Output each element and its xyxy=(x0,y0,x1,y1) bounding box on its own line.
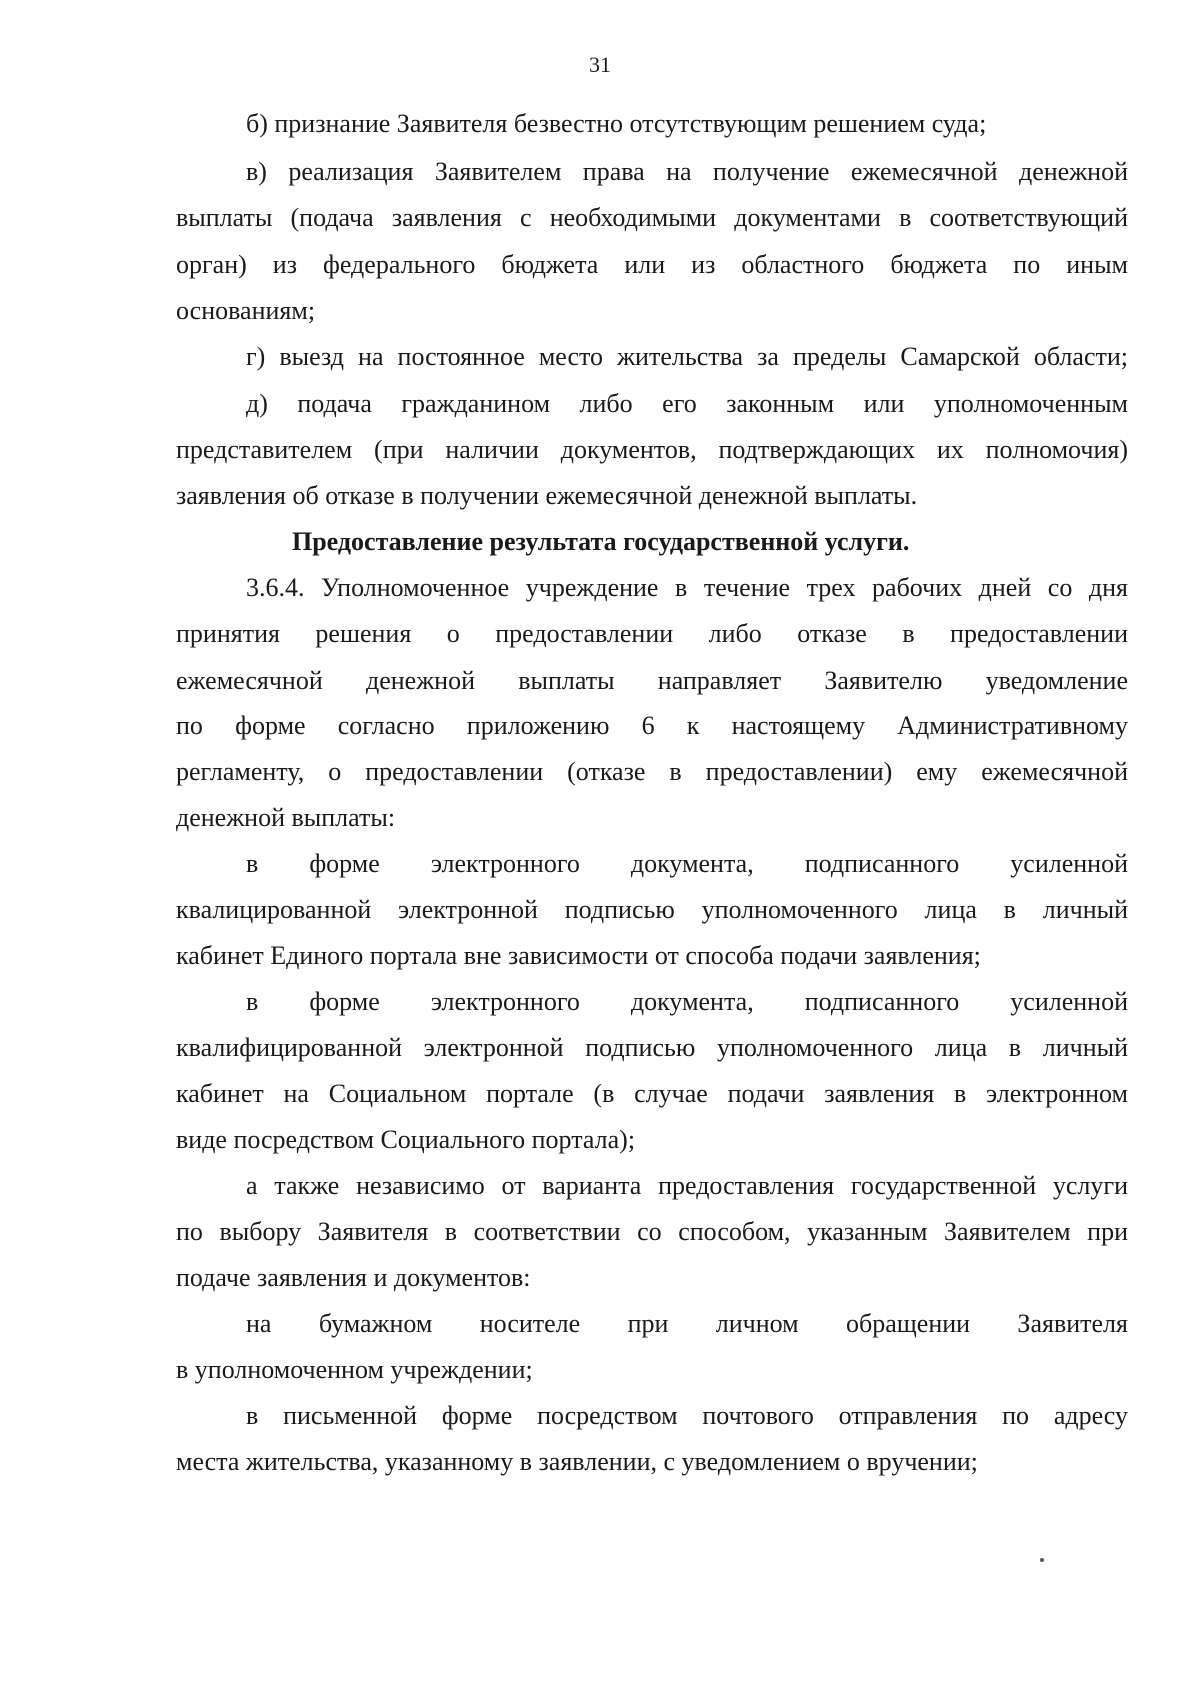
text-line: орган) из федерального бюджета или из областного бюджета по иным xyxy=(176,250,1128,279)
text-line: на бумажном носителе при личном обращении Заявителя xyxy=(246,1309,1128,1338)
text-line: в форме электронного документа, подписанного усиленной xyxy=(246,987,1128,1016)
page-number: 31 xyxy=(589,52,611,77)
text-line: г) выезд на постоянное место жительства за пределы Самарской области; xyxy=(246,342,1128,371)
text-line: в форме электронного документа, подписанного усиленной xyxy=(246,849,1128,878)
text-line: квалифицированной электронной подписью уполномоченного лица в личный xyxy=(176,1033,1128,1062)
text-line: регламенту, о предоставлении (отказе в предоставлении) ему ежемесячной xyxy=(176,757,1128,786)
text-line: по выбору Заявителя в соответствии со способом, указанным Заявителем при xyxy=(176,1217,1128,1246)
text-line: места жительства, указанному в заявлении, с уведомлением о вручении; xyxy=(176,1447,978,1476)
text-line: 3.6.4. Уполномоченное учреждение в течение трех рабочих дней со дня xyxy=(246,573,1128,602)
text-line: б) признание Заявителя безвестно отсутствующим решением суда; xyxy=(246,109,987,138)
text-line: подаче заявления и документов: xyxy=(176,1263,531,1292)
text-line: выплаты (подача заявления с необходимыми документами в соответствующий xyxy=(176,203,1128,232)
text-line: в письменной форме посредством почтового отправления по адресу xyxy=(246,1401,1128,1430)
text-line: д) подача гражданином либо его законным или уполномоченным xyxy=(246,389,1128,418)
text-line: кабинет Единого портала вне зависимости от способа подачи заявления; xyxy=(176,941,981,970)
text-line: а также независимо от варианта предоставления государственной услуги xyxy=(246,1171,1128,1200)
text-line: в) реализация Заявителем права на получение ежемесячной денежной xyxy=(246,157,1128,186)
text-line: денежной выплаты: xyxy=(176,803,396,832)
text-line: заявления об отказе в получении ежемесячной денежной выплаты. xyxy=(176,481,918,510)
text-line: основаниям; xyxy=(176,296,316,325)
scan-speck xyxy=(1040,1558,1044,1562)
text-line: кабинет на Социальном портале (в случае подачи заявления в электронном xyxy=(176,1079,1128,1108)
text-line: виде посредством Социального портала); xyxy=(176,1125,636,1154)
text-line: принятия решения о предоставлении либо отказе в предоставлении xyxy=(176,619,1128,648)
text-line: квалицированной электронной подписью уполномоченного лица в личный xyxy=(176,895,1128,924)
text-line: ежемесячной денежной выплаты направляет Заявителю уведомление xyxy=(176,666,1128,695)
section-heading: Предоставление результата государственной услуги. xyxy=(292,527,910,556)
text-line: представителем (при наличии документов, подтверждающих их полномочия) xyxy=(176,435,1128,464)
text-line: в уполномоченном учреждении; xyxy=(176,1355,533,1384)
text-line: по форме согласно приложению 6 к настоящему Административному xyxy=(176,711,1128,740)
